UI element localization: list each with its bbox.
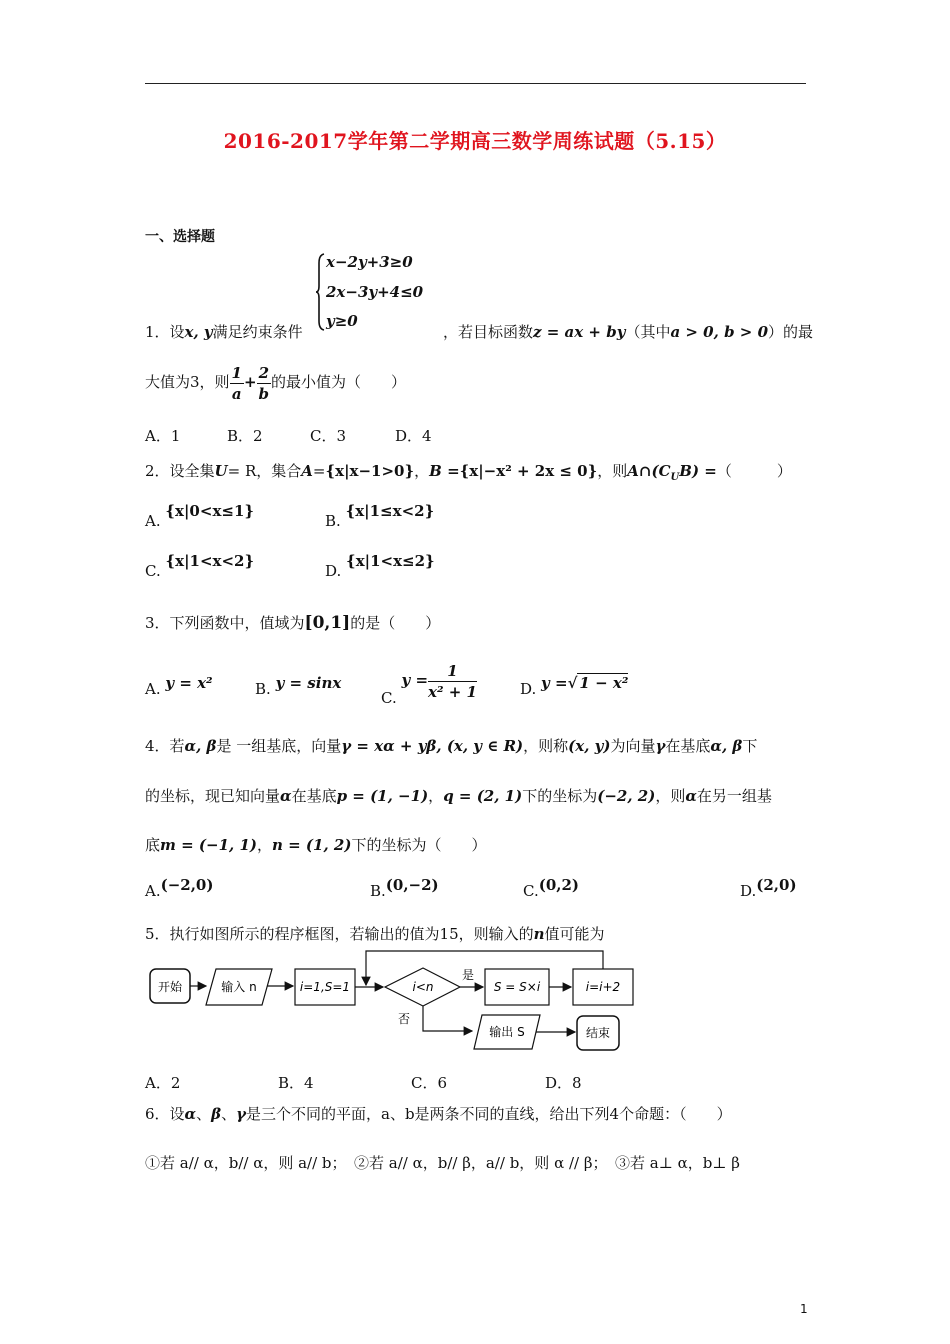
q2-line: 2．设全集U= R，集合A={x|x−1>0}，B ={x|−x² + 2x ≤ 0}，则$A\cap(C_UB)$ =（ ） xyxy=(145,462,792,483)
vector-alpha-beta: α, β xyxy=(184,737,217,755)
vector-gamma-definition: γ = xα + yβ, (x, y ∈ R) xyxy=(341,737,524,755)
q5-line: 5．执行如图所示的程序框图，若输出的值为15，则输入的n值可能为 xyxy=(145,925,605,943)
q3-option-b: B. y = sinx xyxy=(255,674,342,698)
q1-line-1 xyxy=(145,321,303,343)
q1-text: 满足约束条件 xyxy=(212,323,303,341)
q1-text: 的最小值为（ ） xyxy=(271,373,407,391)
q1-line-2: 大值为3，则 $\frac{1}{a}$ + $\frac{2}{b}$ 的最小值为（ ） xyxy=(145,363,407,403)
q4-option-b: B.(0,−2) xyxy=(370,876,439,900)
q2-option-c: C. {x|1<x<2} xyxy=(145,552,255,580)
constraint-3: y≥0 xyxy=(326,312,358,330)
flow-start-label: 开始 xyxy=(157,980,183,994)
q1-option-b: B．2 xyxy=(227,427,263,445)
q3-option-c: C. y = $\frac{1}{\text{x² + 1}}$ xyxy=(381,661,477,707)
flow-end-label: 结束 xyxy=(585,1026,611,1040)
q4-line-2: 的坐标，现已知向量α在基底p = (1, −1)，q = (2, 1)下的坐标为(−2, 2)，则α在另一组基 xyxy=(145,787,772,805)
q1-text: 大值为3，则 xyxy=(145,373,230,391)
flow-no-label: 否 xyxy=(398,1012,411,1026)
q2-option-a: A. {x|0<x≤1} xyxy=(145,502,255,530)
flow-yes-label: 是 xyxy=(462,968,475,982)
section-heading: 一、选择题 xyxy=(145,229,215,245)
constraint-2: 2x−3y+4≤0 xyxy=(326,283,424,301)
q4-option-d: D.(2,0) xyxy=(740,876,797,900)
q1-objective: z = ax + by xyxy=(533,323,626,341)
q2-option-b: B. {x|1≤x<2} xyxy=(325,502,435,530)
q1-vars: x, y xyxy=(184,323,213,341)
sqrt-icon: √ xyxy=(567,674,578,692)
flow-decision-label: i<n xyxy=(412,980,434,994)
flow-input-label: 输入 n xyxy=(221,980,257,994)
fraction-2-over-b: $\frac{2}{b}$ xyxy=(258,363,270,403)
q5-option-b: B．4 xyxy=(278,1074,314,1092)
q4-line-3: 底m = (−1, 1)，n = (1, 2)下的坐标为（ ） xyxy=(145,836,487,854)
page-title: 2016-2017学年第二学期高三数学周练试题（5.15） xyxy=(223,129,727,153)
constraint-1: x−2y+3≥0 xyxy=(326,253,413,271)
page-number: 1 xyxy=(800,1302,808,1316)
q4-option-c: C.(0,2) xyxy=(523,876,580,900)
q1-text: ，若目标函数 xyxy=(443,323,534,341)
q6-line-2: ①若 a// α，b// α，则 a// b； ②若 a// α，b// β，a// b，则 α // β； ③若 a⊥ α，b⊥ β xyxy=(145,1154,740,1172)
q6-line-1: 6．设α、β、γ是三个不同的平面，a、b是两条不同的直线，给出下列4个命题：（ ） xyxy=(145,1105,732,1123)
q2-option-d: D. {x|1<x≤2} xyxy=(325,552,435,580)
q1-condition: a > 0, b > 0 xyxy=(670,323,769,341)
flow-increment-label: i=i+2 xyxy=(585,980,621,994)
q1-text: 1．设 xyxy=(145,323,185,341)
q1-text: ）的最 xyxy=(768,323,814,341)
q1-text: （其中 xyxy=(625,323,671,341)
q1-option-c: C．3 xyxy=(310,427,347,445)
q3-line: 3．下列函数中，值域为[0,1]的是（ ） xyxy=(145,613,441,633)
q3-option-d: D. y =√ 1 − x² xyxy=(520,674,629,698)
q4-option-a: A.(−2,0) xyxy=(145,876,214,900)
flowchart xyxy=(140,945,670,1060)
range-0-1: [0,1] xyxy=(304,613,351,633)
header-rule xyxy=(145,83,806,84)
set-a: {x|x−1>0} xyxy=(325,462,415,480)
q4-line-1: 4．若α, β是 一组基底，向量γ = xα + yβ, (x, y ∈ R)，则称(x, y)为向量γ在基底α, β下 xyxy=(145,737,758,755)
set-b: {x|−x² + 2x ≤ 0} xyxy=(459,462,598,480)
flow-update-label: S = S×i xyxy=(493,980,541,994)
q1-option-d: D．4 xyxy=(395,427,432,445)
left-brace-icon xyxy=(315,253,325,331)
q5-option-d: D．8 xyxy=(545,1074,582,1092)
q1-option-a: A．1 xyxy=(145,427,181,445)
q3-option-a: A. y = x² xyxy=(145,674,213,698)
flow-output-label: 输出 S xyxy=(489,1025,525,1039)
flow-init-label: i=1,S=1 xyxy=(299,980,351,994)
q5-option-a: A．2 xyxy=(145,1074,181,1092)
q5-option-c: C．6 xyxy=(411,1074,448,1092)
fraction-1-over-a: $\frac{1}{a}$ xyxy=(231,363,242,403)
q1-line-1b xyxy=(443,321,813,343)
